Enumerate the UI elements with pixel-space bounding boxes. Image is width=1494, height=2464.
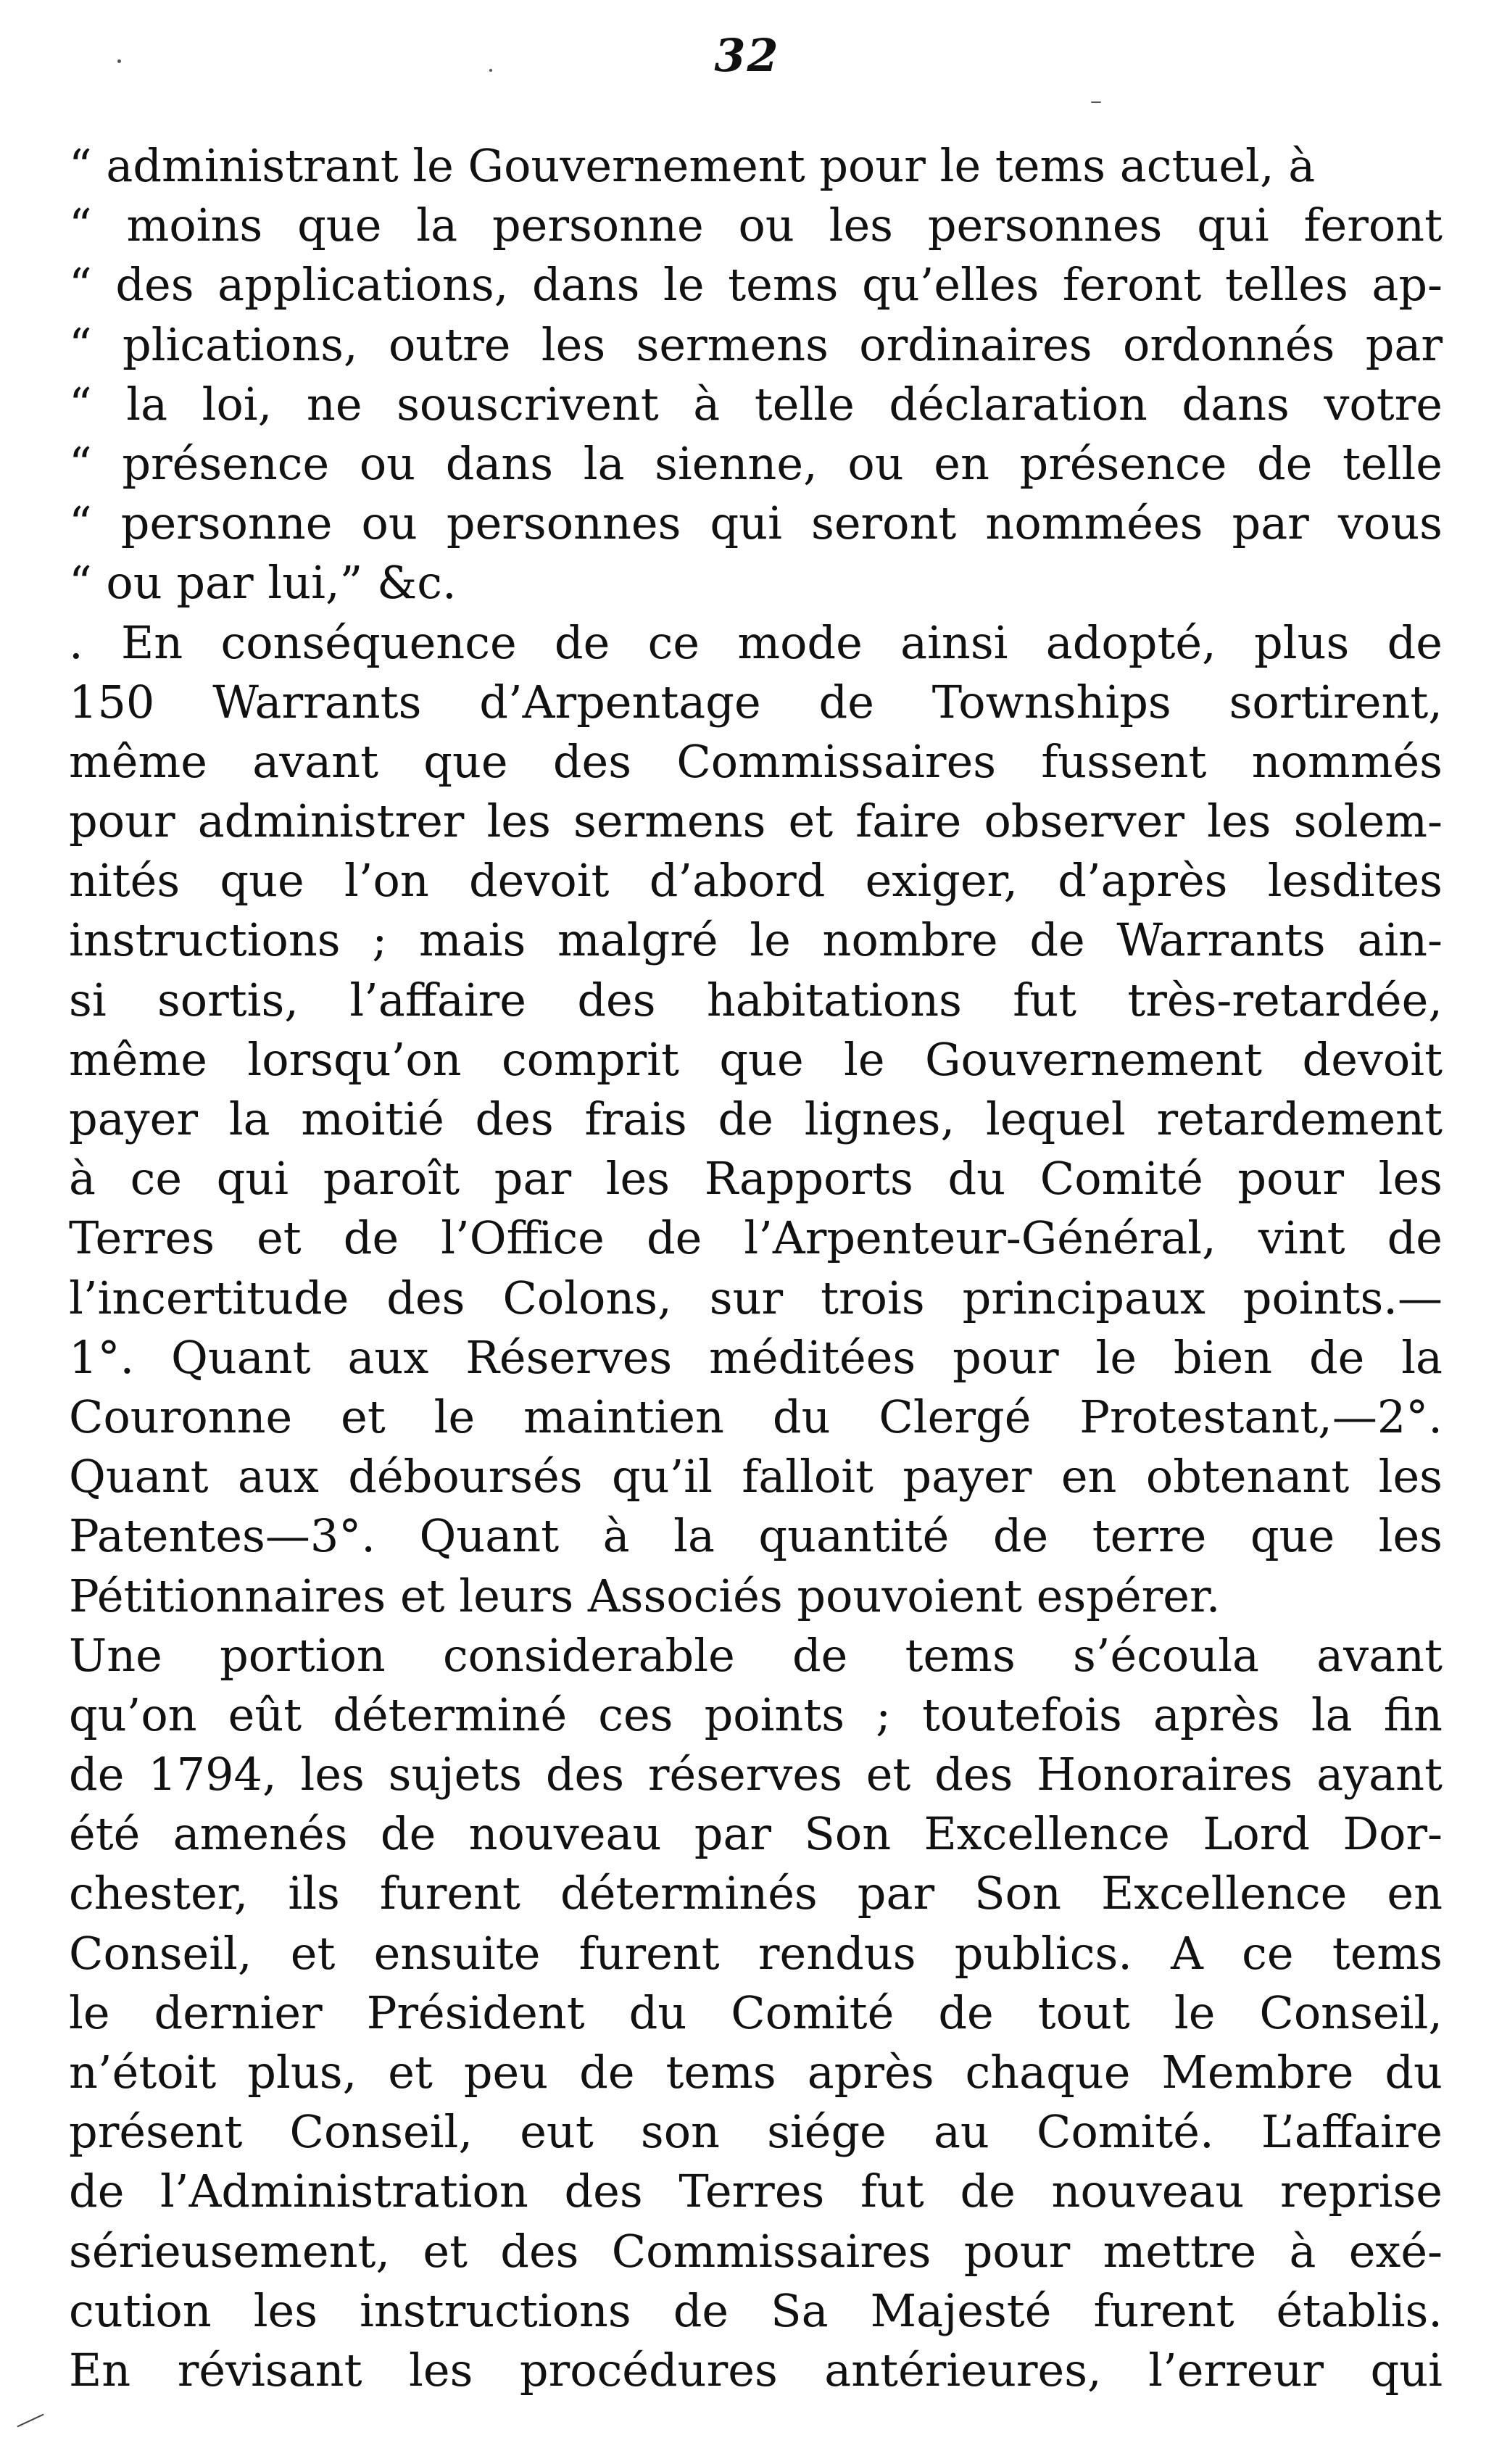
page-number: 32 [714,29,780,82]
text-line: 1°. Quant aux Réserves méditées pour le bien de la [69,1330,1443,1384]
text-line: même avant que des Commissaires fussent nommés [69,734,1443,788]
text-line: Conseil, et ensuite furent rendus publics. A ce tems [69,1926,1443,1980]
print-speck [489,69,492,72]
text-line: “ moins que la personne ou les personnes qui feront [69,199,1443,252]
text-line: Une portion considerable de tems s’écoula avant [69,1628,1443,1682]
text-line: n’étoit plus, et peu de tems après chaque Membre du [69,2046,1443,2099]
text-line: “ ou par lui,” &c. [69,556,457,610]
text-line: de 1794, les sujets des réserves et des Honoraires ayant [69,1748,1443,1801]
text-line: nités que l’on devoit d’abord exiger, d’après lesdites [69,854,1443,908]
text-line: Patentes—3°. Quant à la quantité de terre que les [69,1509,1443,1563]
text-line: payer la moitié des frais de lignes, lequel retardement [69,1092,1443,1145]
text-line: chester, ils furent déterminés par Son Excellence en [69,1867,1443,1920]
text-line: “ personne ou personnes qui seront nommées par vous [69,497,1443,550]
text-line: présent Conseil, eut son siége au Comité. L’affaire [69,2105,1443,2159]
text-line: “ des applications, dans le tems qu’elles feront telles ap- [69,258,1443,312]
text-line: En révisant les procédures antérieures, l’erreur qui [69,2343,1443,2397]
print-speck [117,59,121,63]
print-speck [1091,101,1101,103]
text-line: “ la loi, ne souscrivent à telle déclaration dans votre [69,377,1443,431]
text-line: Pétitionnaires et leurs Associés pouvoient espérer. [69,1569,1221,1622]
margin-mark [17,2414,43,2428]
text-line: Terres et de l’Office de l’Arpenteur-Général, vint de [69,1211,1443,1265]
text-line: à ce qui paroît par les Rapports du Comité pour les [69,1152,1443,1206]
text-line: même lorsqu’on comprit que le Gouvernement devoit [69,1032,1443,1086]
text-line: été amenés de nouveau par Son Excellence Lord Dor- [69,1807,1443,1861]
body-text [69,136,1443,2400]
text-line: l’incertitude des Colons, sur trois principaux points.— [69,1271,1443,1324]
text-line: Quant aux déboursés qu’il falloit payer en obtenant les [69,1450,1443,1503]
text-line: pour administrer les sermens et faire observer les solem- [69,795,1443,848]
text-line: sérieusement, et des Commissaires pour mettre à exé- [69,2224,1443,2278]
text-line: le dernier Président du Comité de tout le Conseil, [69,1986,1443,2039]
text-line: de l’Administration des Terres fut de nouveau reprise [69,2165,1443,2218]
text-line: qu’on eût déterminé ces points ; toutefois après la fin [69,1688,1443,1741]
text-line: cution les instructions de Sa Majesté furent établis. [69,2283,1443,2337]
text-line: “ administrant le Gouvernement pour le tems actuel, à [69,139,1316,192]
text-line: 150 Warrants d’Arpentage de Townships sortirent, [69,675,1443,729]
text-line: Couronne et le maintien du Clergé Protestant,—2°. [69,1390,1443,1443]
text-line: instructions ; mais malgré le nombre de Warrants ain- [69,913,1443,967]
text-line: . En conséquence de ce mode ainsi adopté, plus de [69,615,1443,669]
text-line: “ présence ou dans la sienne, ou en présence de telle [69,436,1443,490]
text-line: si sortis, l’affaire des habitations fut très-retardée, [69,973,1443,1026]
text-line: “ plications, outre les sermens ordinaires ordonnés par [69,318,1443,371]
